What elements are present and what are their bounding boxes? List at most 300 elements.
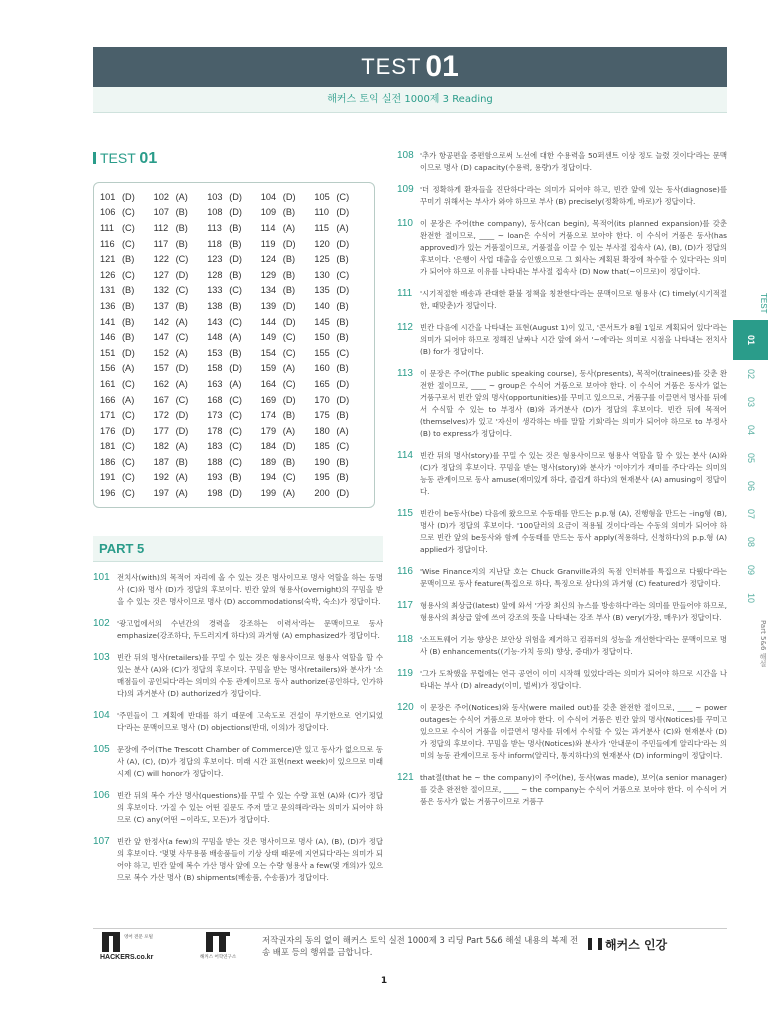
question-number: 190 xyxy=(314,456,330,467)
answer-choice: (D) xyxy=(229,363,242,374)
explanation-text: 형용사의 최상급(latest) 앞에 와서 '가장 최신의 뉴스를 방송하다'라는 의미를 만들어야 하므로, 형용사의 최상급 앞에 쓰여 강조의 뜻을 나타내는 강조 부사 (B) very(가장, 매우)가 정답이다. xyxy=(420,601,727,622)
question-number: 159 xyxy=(260,363,277,374)
answer-choice: (B) xyxy=(336,332,349,343)
explanation-item xyxy=(93,572,383,608)
answer-cell xyxy=(314,285,368,295)
question-number: 125 xyxy=(314,254,330,265)
question-number: 162 xyxy=(153,378,169,389)
answer-cell xyxy=(261,426,315,436)
answer-cell xyxy=(261,207,315,217)
question-number: 161 xyxy=(100,378,116,389)
question-number: 186 xyxy=(100,456,116,467)
side-tab-test-08[interactable]: 08 xyxy=(746,536,756,547)
question-number: 188 xyxy=(207,456,223,467)
answer-row xyxy=(100,314,368,330)
question-number: 165 xyxy=(314,378,330,389)
answer-choice: (D) xyxy=(122,425,135,436)
answer-cell xyxy=(314,472,368,482)
question-number: 104 xyxy=(260,191,277,202)
answer-choice: (D) xyxy=(282,300,296,311)
answer-cell xyxy=(154,254,208,264)
question-number: 172 xyxy=(153,410,169,421)
question-number: 115 xyxy=(314,222,330,233)
institute-logo-icon xyxy=(204,930,228,952)
answer-cell xyxy=(207,395,261,405)
explanation-text: 이 문장은 주어(The public speaking course), 동사(presents), 목적어(trainees)를 갖춘 완전한 절이므로, ____ ~ group은 수식어 거품으로 보아야 한다. 이 수식어 거품은 동사가 없는 거품구로서 빈칸 앞의 명사(opportunities)를 꾸미고 있으므로, 거품구를 이끌면서 명사를 뒤에서 수식할 수 있는 to 부정사 (B)와 과거분사 (D)가 정답의 후보이다. 빈칸 뒤에 목적어(themselves)가 있고 '자신이 생각하는 바를 말할 기회'라는 의미가 되어야 하므로 to 부정사 (B) to express가 정답이다. xyxy=(420,369,727,438)
answer-row xyxy=(100,251,368,267)
answer-cell xyxy=(261,457,315,467)
question-number: 184 xyxy=(260,441,277,452)
answer-choice: (B) xyxy=(175,207,188,218)
book-subtitle: 해커스 토익 실전 1000제 3 Reading xyxy=(93,87,727,113)
part-5-header: PART 5 xyxy=(93,536,383,562)
answer-cell xyxy=(154,488,208,498)
question-number: 164 xyxy=(260,378,277,389)
answer-cell xyxy=(207,488,261,498)
explanation-text: '시기적절한 배송과 관대한 환불 정책을 칭찬한다'라는 문맥이므로 형용사 (C) timely(시기적절한, 때맞춘)가 정답이다. xyxy=(420,289,727,310)
answer-choice: (D) xyxy=(336,238,350,249)
question-number: 154 xyxy=(260,347,277,358)
answer-choice: (B) xyxy=(229,269,242,280)
question-number: 147 xyxy=(153,332,169,343)
explanation-item xyxy=(93,618,383,642)
question-number: 144 xyxy=(260,316,277,327)
answer-choice: (B) xyxy=(122,316,135,327)
answer-choice: (C) xyxy=(122,207,135,218)
question-number: 141 xyxy=(100,316,116,327)
question-number: 195 xyxy=(314,472,330,483)
question-number: 182 xyxy=(153,441,169,452)
answer-cell xyxy=(100,254,154,264)
answer-choice: (C) xyxy=(229,410,242,421)
explanation-number: 118 xyxy=(397,634,413,645)
explanation-number: 108 xyxy=(397,150,414,161)
question-number: 110 xyxy=(314,207,330,218)
answer-cell xyxy=(314,270,368,280)
explanation-item xyxy=(397,322,727,358)
answer-cell xyxy=(261,410,315,420)
explanation-number: 105 xyxy=(93,743,110,755)
explanation-item xyxy=(397,634,727,658)
question-number: 135 xyxy=(314,285,330,296)
answer-row xyxy=(100,298,368,314)
question-number: 130 xyxy=(314,269,330,280)
side-tab-test-09[interactable]: 09 xyxy=(746,564,756,575)
question-number: 170 xyxy=(314,394,330,405)
answer-cell xyxy=(207,379,261,389)
explanation-text: '주민들이 그 계획에 반대를 하기 때문에 고속도로 건설이 무기한으로 연기되었다'라는 문맥이므로 명사 (D) objections(반대, 이의)가 정답이다. xyxy=(117,710,383,732)
explanation-item xyxy=(397,368,727,440)
question-number: 194 xyxy=(260,472,277,483)
side-tab-list xyxy=(733,320,768,612)
question-number: 134 xyxy=(260,285,277,296)
answer-cell xyxy=(314,348,368,358)
explanation-text: 빈칸 뒤의 명사(retailers)를 꾸밀 수 있는 것은 형용사이므로 형용사 역할을 할 수 있는 분사 (A)와 (C)가 정답의 후보이다. 꾸밈을 받는 명사(retailers)와 분사가 '소매점들이 공인되다'라는 의미의 수동 관계이므로 동사 authorize(공인하다, 인가하다)의 과거분사 (D) authorized가 정답이다. xyxy=(117,652,383,698)
answer-cell xyxy=(207,301,261,311)
answer-key-title-number: 01 xyxy=(139,150,158,167)
answer-choice: (D) xyxy=(336,378,350,389)
answer-cell xyxy=(314,239,368,249)
answer-cell xyxy=(154,426,208,436)
explanation-item xyxy=(93,652,383,700)
answer-cell xyxy=(100,332,154,342)
question-number: 106 xyxy=(100,207,116,218)
answer-row xyxy=(100,485,368,501)
answer-cell xyxy=(154,410,208,420)
answer-choice: (C) xyxy=(282,378,296,389)
answer-choice: (D) xyxy=(282,191,296,202)
explanation-item xyxy=(397,772,727,808)
hackers-logo-icon xyxy=(100,930,122,952)
question-number: 139 xyxy=(260,300,277,311)
question-number: 113 xyxy=(207,222,222,233)
answer-choice: (B) xyxy=(175,456,188,467)
answer-choice: (A) xyxy=(229,378,242,389)
explanation-item xyxy=(397,218,727,278)
side-tab-test-10[interactable]: 10 xyxy=(746,592,756,603)
answer-cell xyxy=(261,223,315,233)
question-number: 198 xyxy=(207,488,223,499)
answer-choice: (B) xyxy=(336,363,349,374)
explanation-item xyxy=(397,288,727,312)
answer-cell xyxy=(314,410,368,420)
answer-choice: (C) xyxy=(229,425,242,436)
question-number: 124 xyxy=(260,254,277,265)
answer-choice: (A) xyxy=(175,472,188,483)
question-number: 196 xyxy=(100,488,116,499)
question-number: 145 xyxy=(314,316,330,327)
question-number: 137 xyxy=(153,300,169,311)
explanation-text: '소프트웨어 기능 향상은 보안상 위험을 제거하고 컴퓨터의 성능을 개선한다'라는 문맥이므로 명사 (B) enhancements((기능·가치 등의) 향상, 증대)가 정답이다. xyxy=(420,635,727,656)
answer-row xyxy=(100,345,368,361)
answer-cell xyxy=(100,363,154,373)
question-number: 200 xyxy=(314,488,330,499)
answer-choice: (D) xyxy=(229,191,242,202)
answer-cell xyxy=(154,379,208,389)
question-number: 193 xyxy=(207,472,223,483)
answer-row xyxy=(100,392,368,408)
answer-choice: (D) xyxy=(282,441,296,452)
answer-choice: (B) xyxy=(282,456,296,467)
side-tab-test-06[interactable]: 06 xyxy=(746,480,756,491)
answer-cell xyxy=(261,285,315,295)
answer-cell xyxy=(154,457,208,467)
answer-choice: (D) xyxy=(175,425,189,436)
answer-choice: (C) xyxy=(122,441,135,452)
side-tab-test-05[interactable]: 05 xyxy=(746,452,756,463)
side-tab-test-07[interactable]: 07 xyxy=(746,508,756,519)
answer-choice: (D) xyxy=(229,254,242,265)
answer-cell xyxy=(100,207,154,217)
answer-row xyxy=(100,267,368,283)
question-number: 189 xyxy=(260,456,277,467)
question-number: 168 xyxy=(207,394,223,405)
question-number: 127 xyxy=(153,269,169,280)
answer-choice: (B) xyxy=(282,410,296,421)
question-number: 158 xyxy=(207,363,223,374)
answer-cell xyxy=(207,426,261,436)
explanation-text: 빈칸 뒤의 명사(story)를 꾸밀 수 있는 것은 형용사이므로 형용사 역할을 할 수 있는 분사 (A)와 (C)가 정답의 후보이다. 꾸밈을 받는 명사(story)와 분사가 '이야기가 재미를 주다'라는 의미의 능동 관계이므로 동사 amuse(재미있게 하다, 즐겁게 하다)의 현재분사 (A) amusing이 정답이다. xyxy=(420,451,727,496)
answer-cell xyxy=(207,332,261,342)
explanation-number: 115 xyxy=(397,508,413,519)
question-number: 129 xyxy=(260,269,277,280)
question-number: 157 xyxy=(153,363,169,374)
answer-choice: (C) xyxy=(282,347,296,358)
question-number: 166 xyxy=(100,394,116,405)
answer-choice: (C) xyxy=(122,410,135,421)
answer-cell xyxy=(261,332,315,342)
answer-choice: (B) xyxy=(336,456,349,467)
explanation-text: '광고업에서의 수년간의 경력을 강조하는 이력서'라는 문맥이므로 동사 emphasize(강조하다, 두드러지게 하다)의 과거형 (A) emphasized가 정답이다. xyxy=(117,618,383,640)
answer-cell xyxy=(207,192,261,202)
explanation-number: 114 xyxy=(397,450,413,461)
question-number: 128 xyxy=(207,269,223,280)
answer-choice: (A) xyxy=(282,363,296,374)
answer-choice: (C) xyxy=(175,254,189,265)
answer-cell xyxy=(314,301,368,311)
answer-choice: (D) xyxy=(229,207,242,218)
answer-cell xyxy=(154,285,208,295)
question-number: 108 xyxy=(207,207,223,218)
answer-choice: (A) xyxy=(122,394,135,405)
answer-choice: (C) xyxy=(336,347,350,358)
question-number: 107 xyxy=(153,207,169,218)
answer-choice: (C) xyxy=(336,441,350,452)
explanation-number: 109 xyxy=(397,184,414,195)
question-number: 180 xyxy=(314,425,330,436)
answer-cell xyxy=(314,426,368,436)
answer-cell xyxy=(314,457,368,467)
question-number: 103 xyxy=(207,191,223,202)
answer-choice: (B) xyxy=(336,254,349,265)
brand-logo-text: 해커스 인강 xyxy=(605,938,668,952)
answer-row xyxy=(100,205,368,221)
question-number: 171 xyxy=(100,410,116,421)
answer-choice: (A) xyxy=(175,316,188,327)
explanation-number: 103 xyxy=(93,651,110,663)
question-number: 181 xyxy=(100,441,116,452)
answer-row xyxy=(100,220,368,236)
left-column xyxy=(93,150,383,884)
question-number: 102 xyxy=(153,191,169,202)
answer-cell xyxy=(314,441,368,451)
answer-cell xyxy=(207,441,261,451)
explanation-text: '추가 항공편을 증편함으로써 노선에 대한 수용력을 50퍼센트 이상 정도 늘렸 것이다'라는 문맥이므로 명사 (D) capacity(수용력, 용량)가 정답이다. xyxy=(420,151,727,172)
explanation-list-right xyxy=(397,150,727,808)
answer-cell xyxy=(154,223,208,233)
explanation-number: 119 xyxy=(397,668,413,679)
question-number: 156 xyxy=(100,363,116,374)
question-number: 183 xyxy=(207,441,223,452)
answer-cell xyxy=(207,410,261,420)
question-number: 109 xyxy=(260,207,277,218)
answer-cell xyxy=(154,348,208,358)
question-number: 179 xyxy=(260,425,277,436)
answer-cell xyxy=(314,395,368,405)
explanation-text: 'Wise Finance지의 지난달 호는 Chuck Granville과의 독점 인터뷰를 특집으로 다뤘다'라는 문맥이므로 동사 feature(특집으로 하다, 특징으로 삼다)의 과거형 (C) featured가 정답이다. xyxy=(420,567,727,588)
answer-row xyxy=(100,439,368,455)
answer-cell xyxy=(261,301,315,311)
question-number: 122 xyxy=(153,254,169,265)
answer-cell xyxy=(207,472,261,482)
hackers-institute-logo xyxy=(200,930,240,962)
explanation-text: 이 문장은 주어(Notices)와 동사(were mailed out)를 갖춘 완전한 절이므로, ____ ~ power outages는 수식어 거품으로 보아야 한다. 이 수식어 거품은 빈칸 앞의 명사(Notices)를 꾸미고 있으므로 수식어 거품을 이끌면서 명사를 뒤에서 수식할 수 있는 과거분사 (C)와 현재분사 (D)가 정답의 후보이다. 꾸밈을 받는 명사(Notices)와 분사가 '안내문이 주민들에게 알리다'라는 의미의 능동 관계이므로 동사 inform(알리다, 통지하다)의 현재분사 (D) informing이 정답이다. xyxy=(420,703,727,760)
answer-cell xyxy=(314,363,368,373)
question-number: 123 xyxy=(207,254,223,265)
side-tab-test-02[interactable]: 02 xyxy=(746,368,756,379)
question-number: 177 xyxy=(153,425,169,436)
test-title-word: TEST xyxy=(361,54,422,79)
explanation-text: 문장에 주어(The Trescott Chamber of Commerce)만 있고 동사가 없으므로 동사 (A), (C), (D)가 정답의 후보이다. 미래 시간 표현(next week)이 있으므로 미래 시제 (C) will honor가 정답이다. xyxy=(117,744,383,778)
explanation-item xyxy=(397,566,727,590)
answer-cell xyxy=(154,207,208,217)
answer-cell xyxy=(100,223,154,233)
answer-choice: (A) xyxy=(122,363,135,374)
answer-cell xyxy=(100,457,154,467)
answer-choice: (D) xyxy=(282,394,296,405)
answer-row xyxy=(100,470,368,486)
answer-cell xyxy=(100,239,154,249)
answer-choice: (C) xyxy=(122,378,135,389)
answer-cell xyxy=(261,239,315,249)
question-number: 153 xyxy=(207,347,223,358)
answer-cell xyxy=(207,223,261,233)
answer-key-table xyxy=(93,182,375,508)
institute-logo-caption: 해커스 어학연구소 xyxy=(200,955,237,960)
question-number: 111 xyxy=(100,222,114,233)
question-number: 199 xyxy=(260,488,277,499)
answer-cell xyxy=(154,363,208,373)
explanation-item xyxy=(397,668,727,692)
answer-choice: (B) xyxy=(336,410,349,421)
answer-choice: (C) xyxy=(122,238,135,249)
question-number: 114 xyxy=(260,222,276,233)
explanation-text: 이 문장은 주어(the company), 동사(can begin), 목적어(its planned expansion)를 갖춘 완전한 절이므로, ____ ~ loan은 수식어 거품으로 보아야 한다. 이 수식어 거품은 동사(has approved)가 있는 거품절이므로, 거품절을 이끌 수 있는 부사절 접속사 (A), (B), (D)가 정답의 후보이다. '은행이 사업 대출을 승인했으므로 그 회사는 계획된 확장에 착수할 수 있다'라는 의미가 되어야 하므로 이유를 나타내는 부사절 접속사 (D) Now that(~이므로)이 정답이다. xyxy=(420,219,727,276)
answer-cell xyxy=(207,285,261,295)
answer-cell xyxy=(261,363,315,373)
question-number: 151 xyxy=(100,347,116,358)
answer-cell xyxy=(154,270,208,280)
hackers-logo-tagline: 영어 전문 포털 xyxy=(124,935,153,940)
answer-choice: (B) xyxy=(336,300,349,311)
answer-cell xyxy=(100,441,154,451)
explanation-item xyxy=(397,450,727,498)
answer-choice: (A) xyxy=(175,378,188,389)
side-tab-test-03[interactable]: 03 xyxy=(746,396,756,407)
question-number: 192 xyxy=(153,472,169,483)
answer-cell xyxy=(100,285,154,295)
question-number: 138 xyxy=(207,300,223,311)
question-number: 175 xyxy=(314,410,330,421)
brand-logo-icon xyxy=(588,938,602,950)
answer-cell xyxy=(261,395,315,405)
answer-cell xyxy=(100,317,154,327)
answer-cell xyxy=(314,488,368,498)
answer-choice: (A) xyxy=(175,191,188,202)
answer-cell xyxy=(261,270,315,280)
answer-choice: (D) xyxy=(336,207,350,218)
answer-choice: (A) xyxy=(336,222,349,233)
answer-choice: (B) xyxy=(122,300,135,311)
answer-cell xyxy=(314,192,368,202)
answer-cell xyxy=(261,441,315,451)
answer-cell xyxy=(154,472,208,482)
explanation-text: 전치사(with)의 목적어 자리에 올 수 있는 것은 명사이므로 명사 역할을 하는 동명사 (C)와 명사 (D)가 정답의 후보이다. 빈칸 앞의 형용사(overnight)의 꾸밈을 받을 수 있는 것은 명사이므로 명사 (D) accommodations(숙박, 숙소)가 정답이다. xyxy=(117,572,383,606)
question-number: 169 xyxy=(260,394,277,405)
explanation-number: 104 xyxy=(93,709,110,721)
explanation-text: 빈칸 뒤의 복수 가산 명사(questions)를 꾸밀 수 있는 수량 표현 (A)와 (C)가 정답의 후보이다. '가질 수 있는 어떤 질문도 주저 말고 문의해라'라는 의미가 되어야 하므로 (C) any(어떤 ~이라도, 모든)가 정답이다. xyxy=(117,790,383,824)
answer-choice: (D) xyxy=(122,191,135,202)
test-side-tabs xyxy=(733,280,768,667)
explanation-number: 121 xyxy=(397,772,414,783)
side-tab-test-01[interactable]: 01 xyxy=(733,320,768,360)
explanation-text: 빈칸이 be동사(be) 다음에 왔으므로 수동태를 만드는 p.p.형 (A), 진행형을 만드는 –ing형 (B), 명사 (D)가 정답의 후보이다. '100달러의 요금이 적용될 것이다'라는 수동의 의미가 되어야 하므로 빈칸 앞의 be동사와 함께 수동태를 만드는 동사 apply(적용하다, 신청하다)의 p.p.형 (A) applied가 정답이다. xyxy=(420,509,727,554)
answer-choice: (C) xyxy=(229,316,242,327)
answer-cell xyxy=(100,379,154,389)
answer-choice: (A) xyxy=(282,488,296,499)
explanation-number: 117 xyxy=(397,600,413,611)
question-number: 176 xyxy=(100,425,116,436)
answer-choice: (D) xyxy=(122,347,135,358)
explanation-number: 102 xyxy=(93,617,110,629)
answer-choice: (D) xyxy=(336,394,350,405)
answer-cell xyxy=(261,348,315,358)
answer-cell xyxy=(314,317,368,327)
answer-choice: (B) xyxy=(175,300,188,311)
title-accent-bar xyxy=(93,152,96,164)
question-number: 185 xyxy=(314,441,330,452)
answer-cell xyxy=(100,270,154,280)
answer-choice: (A) xyxy=(229,332,242,343)
answer-cell xyxy=(261,488,315,498)
answer-cell xyxy=(261,379,315,389)
answer-cell xyxy=(154,441,208,451)
answer-cell xyxy=(207,207,261,217)
answer-cell xyxy=(207,317,261,327)
question-number: 119 xyxy=(260,238,276,249)
question-number: 149 xyxy=(260,332,277,343)
hackers-logo-url: HACKERS.co.kr xyxy=(100,954,154,961)
answer-row xyxy=(100,283,368,299)
question-number: 136 xyxy=(100,300,116,311)
answer-cell xyxy=(100,472,154,482)
answer-cell xyxy=(154,395,208,405)
answer-choice: (B) xyxy=(175,222,188,233)
answer-choice: (C) xyxy=(122,488,135,499)
explanation-item xyxy=(93,744,383,780)
question-number: 178 xyxy=(207,425,223,436)
answer-choice: (D) xyxy=(336,285,350,296)
question-number: 152 xyxy=(153,347,169,358)
answer-row xyxy=(100,423,368,439)
question-number: 116 xyxy=(100,238,115,249)
side-tab-test-04[interactable]: 04 xyxy=(746,424,756,435)
answer-row xyxy=(100,407,368,423)
answer-choice: (D) xyxy=(175,269,189,280)
answer-key-title-word: TEST xyxy=(100,150,136,166)
answer-choice: (C) xyxy=(175,394,189,405)
question-number: 142 xyxy=(153,316,169,327)
page-number: 1 xyxy=(380,976,388,986)
answer-cell xyxy=(261,472,315,482)
answer-cell xyxy=(261,192,315,202)
answer-choice: (B) xyxy=(282,254,296,265)
answer-choice: (D) xyxy=(336,488,350,499)
answer-cell xyxy=(154,317,208,327)
question-number: 191 xyxy=(100,472,116,483)
answer-row xyxy=(100,329,368,345)
question-number: 150 xyxy=(314,332,330,343)
